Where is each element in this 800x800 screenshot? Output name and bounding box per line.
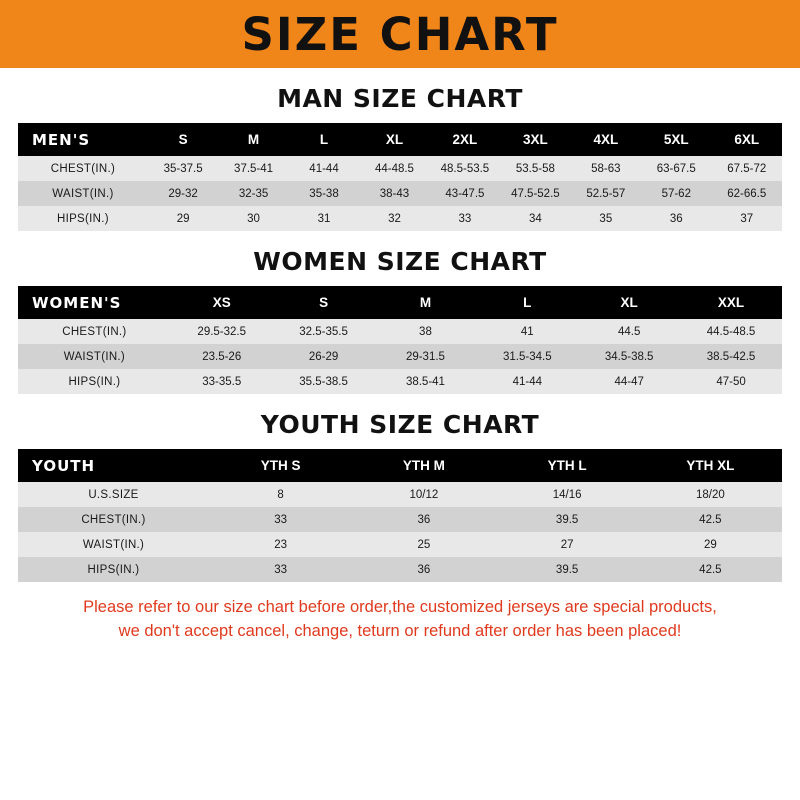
youth-row-2-label: WAIST(IN.) (18, 532, 209, 557)
table-row (18, 369, 782, 394)
men-r1-c6: 52.5-57 (571, 181, 641, 206)
men-r0-c6: 58-63 (571, 156, 641, 181)
women-col-2: M (375, 286, 477, 319)
women-row-2-label: HIPS(IN.) (18, 369, 171, 394)
youth-r3-c3: 42.5 (639, 557, 782, 582)
women-r1-c3: 31.5-34.5 (476, 344, 578, 369)
women-r2-c3: 41-44 (476, 369, 578, 394)
men-r0-c8: 67.5-72 (712, 156, 783, 181)
footer-line-2: we don't accept cancel, change, teturn or refund after order has been placed! (118, 621, 682, 640)
men-size-table (18, 123, 782, 231)
men-r0-c4: 48.5-53.5 (430, 156, 500, 181)
men-r0-c3: 44-48.5 (359, 156, 429, 181)
men-r1-c7: 57-62 (641, 181, 711, 206)
youth-r1-c1: 36 (352, 507, 495, 532)
table-row (18, 344, 782, 369)
women-r1-c4: 34.5-38.5 (578, 344, 680, 369)
youth-r2-c0: 23 (209, 532, 352, 557)
men-r0-c0: 35-37.5 (148, 156, 218, 181)
men-r0-c7: 63-67.5 (641, 156, 711, 181)
women-r0-c2: 38 (375, 319, 477, 344)
women-r1-c2: 29-31.5 (375, 344, 477, 369)
women-col-4: XL (578, 286, 680, 319)
youth-r1-c0: 33 (209, 507, 352, 532)
women-r2-c1: 35.5-38.5 (273, 369, 375, 394)
men-r0-c5: 53.5-58 (500, 156, 570, 181)
youth-r2-c1: 25 (352, 532, 495, 557)
men-row-2-label: HIPS(IN.) (18, 206, 148, 231)
men-col-1: M (218, 123, 288, 156)
men-col-4: 2XL (430, 123, 500, 156)
youth-r0-c0: 8 (209, 482, 352, 507)
youth-r0-c2: 14/16 (496, 482, 639, 507)
women-r1-c0: 23.5-26 (171, 344, 273, 369)
men-r2-c2: 31 (289, 206, 359, 231)
men-r1-c1: 32-35 (218, 181, 288, 206)
women-col-5: XXL (680, 286, 782, 319)
women-r0-c3: 41 (476, 319, 578, 344)
women-corner-label: WOMEN'S (18, 286, 171, 319)
women-r0-c4: 44.5 (578, 319, 680, 344)
youth-row-3-label: HIPS(IN.) (18, 557, 209, 582)
table-row (18, 532, 782, 557)
table-header-row (18, 449, 782, 482)
men-col-6: 4XL (571, 123, 641, 156)
youth-r0-c1: 10/12 (352, 482, 495, 507)
women-r2-c5: 47-50 (680, 369, 782, 394)
women-r2-c2: 38.5-41 (375, 369, 477, 394)
women-r0-c1: 32.5-35.5 (273, 319, 375, 344)
men-col-0: S (148, 123, 218, 156)
men-col-3: XL (359, 123, 429, 156)
section-title-youth: YOUTH SIZE CHART (260, 410, 540, 439)
table-row (18, 181, 782, 206)
women-row-0-label: CHEST(IN.) (18, 319, 171, 344)
men-r2-c5: 34 (500, 206, 570, 231)
men-r1-c2: 35-38 (289, 181, 359, 206)
women-col-1: S (273, 286, 375, 319)
men-r2-c7: 36 (641, 206, 711, 231)
youth-r1-c3: 42.5 (639, 507, 782, 532)
men-r1-c0: 29-32 (148, 181, 218, 206)
section-women (0, 247, 800, 394)
men-col-8: 6XL (712, 123, 783, 156)
men-r0-c1: 37.5-41 (218, 156, 288, 181)
youth-col-1: YTH M (352, 449, 495, 482)
table-row (18, 156, 782, 181)
women-r2-c0: 33-35.5 (171, 369, 273, 394)
men-row-0-label: CHEST(IN.) (18, 156, 148, 181)
men-r1-c4: 43-47.5 (430, 181, 500, 206)
women-r1-c5: 38.5-42.5 (680, 344, 782, 369)
table-row (18, 507, 782, 532)
section-title-men: MAN SIZE CHART (277, 84, 523, 113)
women-row-1-label: WAIST(IN.) (18, 344, 171, 369)
footer-note (0, 596, 800, 644)
table-header-row (18, 123, 782, 156)
men-col-5: 3XL (500, 123, 570, 156)
footer-line-1: Please refer to our size chart before order,the customized jerseys are special products, (83, 598, 717, 616)
table-row (18, 319, 782, 344)
men-r2-c4: 33 (430, 206, 500, 231)
section-men (0, 84, 800, 231)
women-col-3: L (476, 286, 578, 319)
table-header-row (18, 286, 782, 319)
youth-r3-c0: 33 (209, 557, 352, 582)
table-row (18, 482, 782, 507)
women-r0-c0: 29.5-32.5 (171, 319, 273, 344)
men-r0-c2: 41-44 (289, 156, 359, 181)
youth-corner-label: YOUTH (18, 449, 209, 482)
youth-col-0: YTH S (209, 449, 352, 482)
youth-r2-c3: 29 (639, 532, 782, 557)
women-r1-c1: 26-29 (273, 344, 375, 369)
table-row (18, 557, 782, 582)
youth-r3-c1: 36 (352, 557, 495, 582)
table-row (18, 206, 782, 231)
youth-r0-c3: 18/20 (639, 482, 782, 507)
header-banner (0, 0, 800, 68)
men-r2-c3: 32 (359, 206, 429, 231)
youth-row-1-label: CHEST(IN.) (18, 507, 209, 532)
men-row-1-label: WAIST(IN.) (18, 181, 148, 206)
men-r1-c5: 47.5-52.5 (500, 181, 570, 206)
youth-r2-c2: 27 (496, 532, 639, 557)
section-youth (0, 410, 800, 582)
youth-r3-c2: 39.5 (496, 557, 639, 582)
men-col-2: L (289, 123, 359, 156)
women-r0-c5: 44.5-48.5 (680, 319, 782, 344)
men-r2-c6: 35 (571, 206, 641, 231)
women-r2-c4: 44-47 (578, 369, 680, 394)
men-r2-c0: 29 (148, 206, 218, 231)
youth-row-0-label: U.S.SIZE (18, 482, 209, 507)
men-corner-label: MEN'S (18, 123, 148, 156)
men-r1-c3: 38-43 (359, 181, 429, 206)
women-col-0: XS (171, 286, 273, 319)
page-title: SIZE CHART (241, 7, 559, 61)
men-r2-c8: 37 (712, 206, 783, 231)
women-size-table (18, 286, 782, 394)
men-r1-c8: 62-66.5 (712, 181, 783, 206)
youth-col-3: YTH XL (639, 449, 782, 482)
section-title-women: WOMEN SIZE CHART (253, 247, 547, 276)
men-col-7: 5XL (641, 123, 711, 156)
youth-size-table (18, 449, 782, 582)
youth-col-2: YTH L (496, 449, 639, 482)
youth-r1-c2: 39.5 (496, 507, 639, 532)
men-r2-c1: 30 (218, 206, 288, 231)
